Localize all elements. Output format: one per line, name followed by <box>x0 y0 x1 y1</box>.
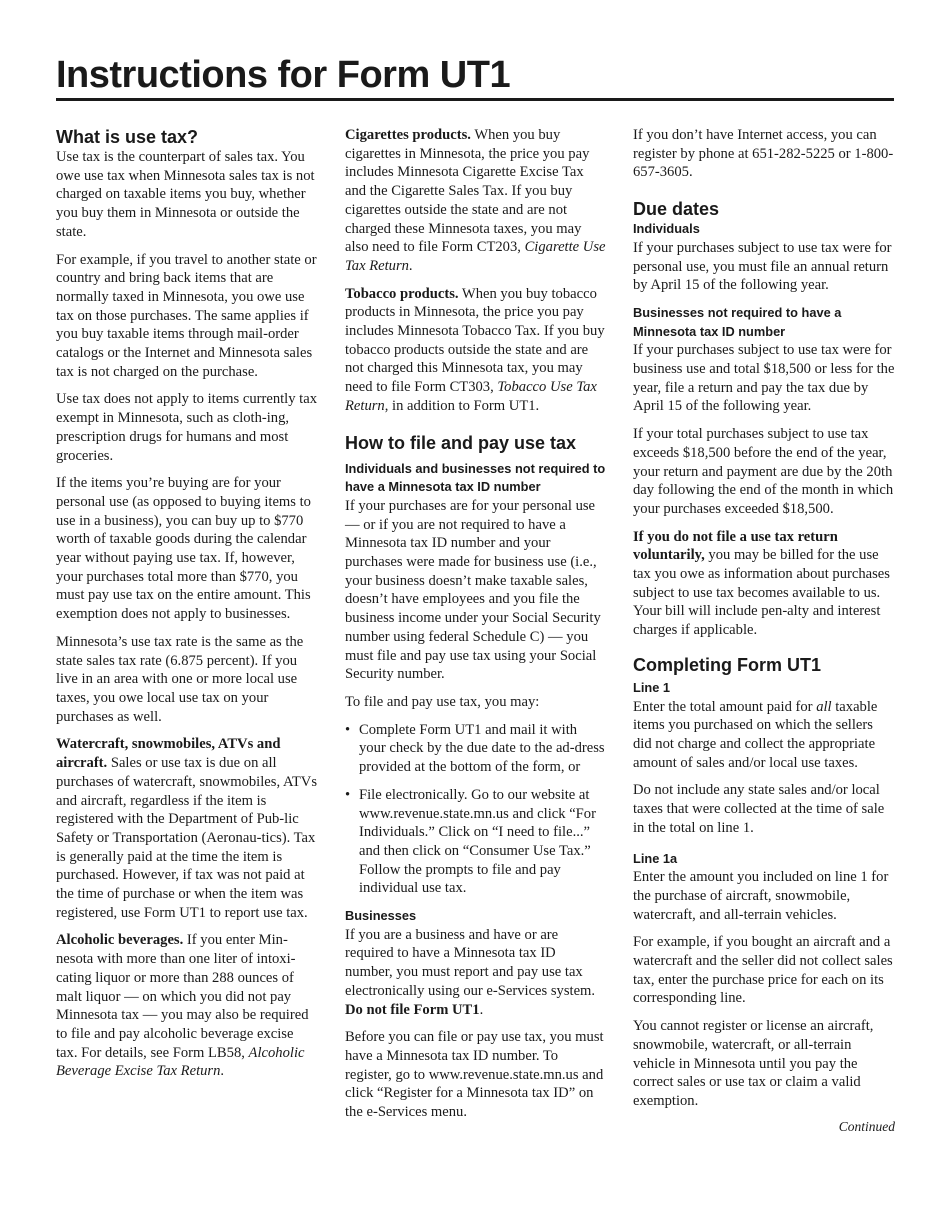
subheading-businesses: Businesses <box>345 908 417 924</box>
paragraph: You cannot register or license an aircraft, snowmobile, watercraft, or all-terrain vehicle in Minnesota until you pay the correct sales or use tax or claim a valid exemption. <box>633 1018 874 1109</box>
heading-due-dates: Due dates <box>633 199 720 220</box>
bullet-icon: • <box>345 786 351 803</box>
list-item <box>345 786 607 898</box>
body-text: When you buy cigarettes in Minnesota, the price you pay includes Minnesota Cigarette Excise Tax and the Cigarette Sales Tax. If you buy cigarettes outside the state and are not charged these Minnesota taxes, you may also need to file Form CT203, <box>345 127 590 256</box>
body-text: . <box>220 1063 225 1080</box>
lead-in: Watercraft, snowmobiles, ATVs and aircraft. <box>56 736 281 772</box>
paragraph: To file and pay use tax, you may: <box>345 693 540 710</box>
paragraph-tobacco <box>345 285 607 416</box>
body-text: . <box>479 1001 484 1018</box>
bullet-icon: • <box>345 721 351 738</box>
emphasis: all <box>816 698 832 715</box>
emphasis: Do not file Form UT1 <box>345 1001 480 1018</box>
body-text: If you enter Min-nesota with more than one liter of intoxi-cating liquor or more than 288 ounces of malt liquor — on which you did not pay Minnesota tax — you may also be required to file and pay alcoholic beverage excise tax. For details, see Form LB58, <box>56 932 309 1061</box>
paragraph: Use tax does not apply to items currently tax exempt in Minnesota, such as cloth-ing, prescription drugs for humans and most groceries. <box>56 391 318 464</box>
paragraph: If the items you’re buying are for your personal use (as opposed to buying items to use in a business), you can buy up to $770 worth of taxable goods during the calendar year without paying use tax. If, however, your purchases total more than $770, you must pay use tax on the entire amount. This exemption does not apply to businesses. <box>56 475 311 623</box>
form-name: Cigarette Use Tax Return <box>345 239 606 274</box>
body-text: Enter the total amount paid for <box>633 698 817 715</box>
paragraph-cigarettes <box>345 126 607 276</box>
paragraph: Enter the amount you included on line 1 for the purchase of aircraft, snowmobile, watercraft, and all-terrain vehicles. <box>633 869 889 923</box>
paragraph: Use tax is the counterpart of sales tax. You owe use tax when Minnesota sales tax is not charged on taxable items you buy, whether you buy them in Minnesota or outside the state. <box>56 149 315 240</box>
column-1 <box>56 126 318 1090</box>
continued-label: Continued <box>838 1118 895 1134</box>
heading-what-is-use-tax: What is use tax? <box>56 127 199 147</box>
list-item-text: Complete Form UT1 and mail it with your check by the due date to the ad-dress provided at the bottom of the form, or <box>359 721 605 776</box>
list-item <box>345 721 607 777</box>
body-text: you may be billed for the use tax you owe as information about purchases subject to use tax becomes available to us. Your bill will include pen-alty and interest charges if applicable. <box>633 547 890 639</box>
paragraph: For example, if you travel to another state or country and bring back items that are normally taxed in Minnesota, you owe use tax on those purchases. The same applies if you buy taxable items through mail-order catalogs or the Internet and Minnesota sales tax is not charged on the purchase. <box>56 251 317 380</box>
title-rule <box>56 98 894 101</box>
body-text: If you are a business and have or are required to have a Minnesota tax ID number, you must report and pay use tax electronically using our e-Services system. <box>345 926 596 999</box>
heading-completing-form: Completing Form UT1 <box>633 654 821 675</box>
form-name: Alcoholic Beverage Excise Tax Return <box>56 1044 305 1080</box>
paragraph-line-1 <box>633 698 895 773</box>
paragraph-alcoholic <box>56 931 318 1081</box>
heading-how-to-file: How to file and pay use tax <box>345 432 577 453</box>
lead-in: If you do not file a use tax return voluntarily, <box>633 528 838 564</box>
paragraph: Before you can file or pay use tax, you must have a Minnesota tax ID number. To register, go to www.revenue.state.mn.us and click “Register for a Minnesota tax ID” on the e-Services menu. <box>345 1029 604 1121</box>
body-text: . <box>408 257 413 274</box>
subheading-individuals: Individuals <box>633 221 700 237</box>
lead-in: Alcoholic beverages. <box>56 932 184 949</box>
subheading-businesses-not-required: Businesses not required to have a Minnesota tax ID number <box>633 304 842 339</box>
paragraph: Minnesota’s use tax rate is the same as the state sales tax rate (6.875 percent). If you live in an area with one or more local use taxes, you owe local use tax on your purchases as well. <box>56 633 304 725</box>
column-2 <box>345 126 607 1131</box>
bullet-list <box>345 721 607 898</box>
list-item-text: File electronically. Go to our website at www.revenue.state.mn.us and click “For Individuals.” Click on “I need to file...” and then click on “Consumer Use Tax.” Follow the prompts to file and pay individual use tax. <box>359 786 596 897</box>
paragraph: If your total purchases subject to use tax exceeds $18,500 before the end of the year, your return and payment are due by the 20th day following the end of the month in which your purchases exceeded $18,500. <box>633 426 894 517</box>
paragraph: If your purchases subject to use tax were for business use and total $18,500 or less for the year, file a return and pay the tax due by April 15 of the following year. <box>633 342 895 415</box>
subheading-line-1: Line 1 <box>633 679 670 695</box>
column-3 <box>633 126 895 1136</box>
lead-in: Cigarettes products. <box>345 127 471 143</box>
paragraph: If you don’t have Internet access, you can register by phone at 651-282-5225 or 1-800-657-3605. <box>633 127 894 181</box>
paragraph-businesses <box>345 926 607 1020</box>
paragraph: For example, if you bought an aircraft and a watercraft and the seller did not collect sales tax, enter the purchase price for each on its corresponding line. <box>633 934 893 1007</box>
paragraph: Do not include any state sales and/or local taxes that were collected at the time of sale in the total on line 1. <box>633 782 885 836</box>
body-text: , in addition to Form UT1. <box>384 397 540 414</box>
lead-in: Tobacco products. <box>345 285 459 302</box>
paragraph-watercraft <box>56 735 318 922</box>
subheading-line-1a: Line 1a <box>633 850 678 866</box>
paragraph-billing <box>633 528 895 640</box>
paragraph: If your purchases subject to use tax were for personal use, you must file an annual return by April 15 of the following year. <box>633 239 892 294</box>
body-text: taxable items you purchased on which the sellers did not charge and collect the appropriate amount of sales and/or local use taxes. <box>633 698 878 771</box>
body-text: When you buy tobacco products in Minnesota, the price you pay includes Minnesota Tobacco Tax. If you buy tobacco products outside the state and are not charged this Minnesota tax, you may need to file Form CT303, <box>345 285 605 396</box>
body-text: Sales or use tax is due on all purchases of watercraft, snowmobiles, ATVs and aircraft, regardless if the item is registered with the Department of Pub-lic Safety or Transportation (Aeronau-tics). Tax is generally paid at the time the item is purchased. However, if tax was not paid at the time of purchase or when the item was registered, use Form UT1 to report use tax. <box>56 755 317 921</box>
form-name: Tobacco Use Tax Return <box>345 379 597 414</box>
subheading-individuals-not-required: Individuals and businesses not required to have a Minnesota tax ID number <box>345 460 606 495</box>
page-title: Instructions for Form UT1 <box>56 54 511 96</box>
paragraph: If your purchases are for your personal use — or if you are not required to have a Minnesota tax ID number and your purchases were made for business use (i.e., your business doesn’t make taxable sales, doesn’t have employees and you file the business income under your Social Security number using federal Schedule C) — you must file and pay use tax using your Social Security number. <box>345 497 601 683</box>
